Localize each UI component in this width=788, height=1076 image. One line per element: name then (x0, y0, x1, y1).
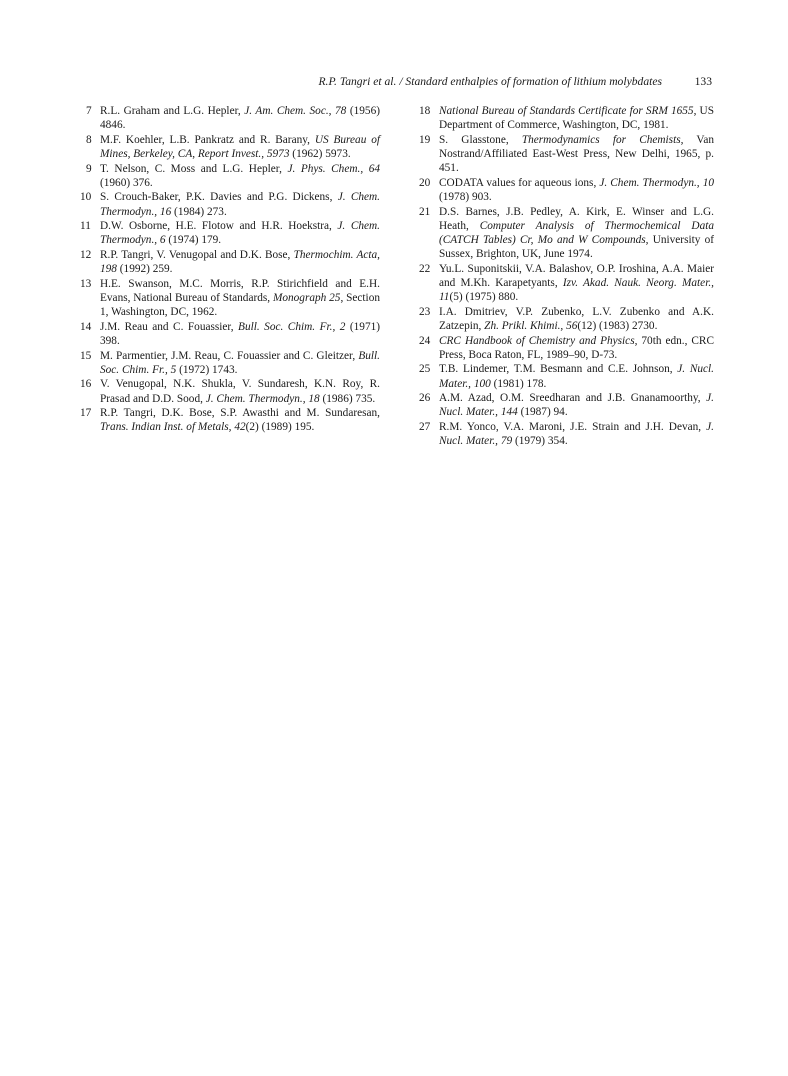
reference-number: 8 (86, 133, 92, 146)
reference-number: 21 (419, 205, 431, 218)
reference-source: Zh. Prikl. Khimi., 56 (484, 320, 578, 332)
reference-source: J. Chem. Thermodyn., 10 (599, 176, 714, 189)
reference-number: 27 (419, 420, 431, 433)
reference-text: (1971) 398. (100, 320, 381, 347)
reference-number: 26 (419, 392, 431, 405)
reference-text: H.E. Swanson, M.C. Morris, R.P. Stirichfield and E.H. Evans, National Bureau of Standards, (100, 277, 380, 304)
reference-text: (1992) 259. (116, 263, 173, 276)
reference-text: I.A. Dmitriev, V.P. Zubenko, L.V. Zubenko and A.K. Zatzepin, (439, 305, 714, 332)
reference-item (419, 391, 714, 419)
reference-number: 17 (80, 407, 92, 420)
reference-item (80, 190, 380, 218)
reference-number: 18 (419, 105, 431, 117)
references-right-column (419, 104, 714, 449)
reference-text: R.P. Tangri, V. Venugopal and D.K. Bose, (100, 248, 294, 261)
reference-item (80, 277, 380, 320)
reference-text: (1956) 4846. (100, 105, 380, 132)
reference-source: J. Chem. Thermodyn., 16 (100, 191, 381, 218)
reference-item (80, 248, 380, 276)
reference-text: (1979) 354. (512, 435, 568, 448)
reference-text: (1981) 178. (490, 377, 547, 390)
reference-item (80, 406, 380, 434)
reference-text: V. Venugopal, N.K. Shukla, V. Sundaresh, K.N. Roy, R. Prasad and D.D. Sood, (100, 378, 380, 405)
reference-text: , Section 1, Washington, DC, 1962. (100, 291, 380, 319)
reference-text: CODATA values for aqueous ions, (439, 176, 600, 189)
running-header (80, 74, 712, 90)
reference-number: 24 (419, 334, 431, 347)
reference-text: M.F. Koehler, L.B. Pankratz and R. Barany, (100, 133, 315, 146)
reference-number: 12 (80, 248, 92, 261)
reference-text: (12) (1983) 2730. (577, 320, 658, 332)
reference-source: J. Nucl. Mater., 79 (439, 420, 714, 448)
reference-number: 19 (419, 133, 431, 146)
reference-text: (1960) 376. (100, 176, 153, 189)
reference-text: (1986) 735. (319, 392, 376, 405)
reference-source: J. Chem. Thermodyn., 18 (205, 392, 320, 405)
reference-number: 16 (80, 378, 92, 391)
running-title: R.P. Tangri et al. / Standard enthalpies of formation of lithium molybdates (318, 75, 662, 88)
reference-item (419, 334, 714, 362)
reference-source: Izv. Akad. Nauk. Neorg. Mater., 11 (439, 277, 714, 304)
reference-text: R.P. Tangri, D.K. Bose, S.P. Awasthi and M. Sundaresan, (100, 407, 380, 420)
reference-source: Thermodynamics for Chemists, (521, 133, 684, 146)
reference-source: Trans. Indian Inst. of Metals, 42 (100, 421, 246, 434)
reference-number: 9 (86, 162, 92, 175)
reference-source: Thermochim. Acta, 198 (100, 248, 380, 276)
reference-source: US Bureau of Mines, Berkeley, CA, Report Invest., 5973 (100, 133, 380, 160)
reference-item (80, 104, 380, 132)
reference-source: Monograph 25 (272, 291, 341, 304)
reference-number: 23 (419, 305, 431, 318)
reference-text: R.M. Yonco, V.A. Maroni, J.E. Strain and J.H. Devan, (439, 420, 707, 433)
reference-number: 22 (419, 262, 431, 275)
reference-text: , US Department of Commerce, Washington, DC, 1981. (439, 105, 714, 132)
reference-text: (1962) 5973. (289, 148, 351, 160)
reference-item (80, 162, 380, 190)
reference-text: T.B. Lindemer, T.M. Besmann and C.E. Johnson, (439, 363, 678, 376)
page-number: 133 (694, 75, 712, 88)
reference-item (80, 349, 380, 377)
reference-item (419, 305, 714, 333)
reference-text: D.S. Barnes, J.B. Pedley, A. Kirk, E. Winser and L.G. Heath, (439, 205, 714, 232)
reference-source: Bull. Soc. Chim. Fr., 5 (100, 349, 380, 376)
reference-text: M. Parmentier, J.M. Reau, C. Fouassier and C. Gleitzer, (100, 349, 359, 362)
reference-text: 70th edn., CRC Press, Boca Raton, FL, 1989–90, D-73. (439, 334, 714, 361)
reference-source: Bull. Soc. Chim. Fr., 2 (238, 320, 346, 333)
reference-text: J.M. Reau and C. Fouassier, (100, 320, 239, 333)
reference-source: J. Nucl. Mater., 144 (439, 392, 714, 419)
reference-text: (2) (1989) 195. (245, 421, 315, 434)
reference-text: A.M. Azad, O.M. Sreedharan and J.B. Gnanamoorthy, (439, 392, 707, 405)
reference-item (419, 420, 714, 448)
reference-number: 7 (86, 105, 92, 117)
reference-text: D.W. Osborne, H.E. Flotow and H.R. Hoekstra, (100, 220, 338, 233)
reference-item (80, 377, 380, 405)
reference-text: Yu.L. Suponitskii, V.A. Balashov, O.P. Iroshina, A.A. Maier and M.Kh. Karapetyants, (439, 262, 714, 289)
reference-item (419, 205, 714, 262)
reference-text: (1972) 1743. (176, 363, 238, 376)
reference-text: (1974) 179. (165, 234, 222, 247)
reference-source: CRC Handbook of Chemistry and Physics, (439, 334, 638, 347)
reference-item (419, 176, 714, 204)
reference-item (419, 262, 714, 305)
reference-source: National Bureau of Standards Certificate for SRM 1655 (439, 105, 694, 117)
references-left-column (80, 104, 380, 435)
reference-source: J. Phys. Chem., 64 (287, 162, 380, 175)
reference-text: University of Sussex, Brighton, UK, June 1974. (439, 234, 714, 261)
reference-text: (1978) 903. (439, 191, 492, 203)
reference-text: T. Nelson, C. Moss and L.G. Hepler, (100, 162, 288, 175)
reference-text: Van Nostrand/Affiliated East-West Press, New Delhi, 1965, p. 451. (439, 133, 714, 175)
reference-text: (1984) 273. (171, 205, 227, 218)
reference-number: 11 (80, 220, 91, 233)
reference-item (419, 133, 714, 176)
reference-item (80, 219, 380, 247)
reference-item (80, 320, 380, 348)
reference-text: R.L. Graham and L.G. Hepler, (100, 105, 245, 117)
reference-text: S. Glasstone, (439, 133, 522, 146)
reference-text: (1987) 94. (517, 406, 568, 419)
reference-text: (5) (1975) 880. (449, 291, 519, 304)
reference-number: 14 (80, 320, 92, 333)
reference-source: J. Chem. Thermodyn., 6 (100, 220, 380, 247)
reference-number: 15 (80, 349, 92, 362)
reference-source: J. Am. Chem. Soc., 78 (244, 105, 347, 117)
reference-number: 13 (80, 277, 92, 290)
reference-item (419, 362, 714, 390)
reference-source: Computer Analysis of Thermochemical Data (CATCH Tables) Cr, Mo and W Compounds, (439, 219, 714, 246)
reference-number: 20 (419, 176, 431, 189)
reference-item (80, 133, 380, 161)
reference-text: S. Crouch-Baker, P.K. Davies and P.G. Dickens, (100, 191, 338, 204)
reference-item (419, 104, 714, 132)
reference-source: J. Nucl. Mater., 100 (439, 363, 714, 390)
reference-number: 10 (80, 191, 92, 204)
reference-number: 25 (419, 363, 431, 376)
